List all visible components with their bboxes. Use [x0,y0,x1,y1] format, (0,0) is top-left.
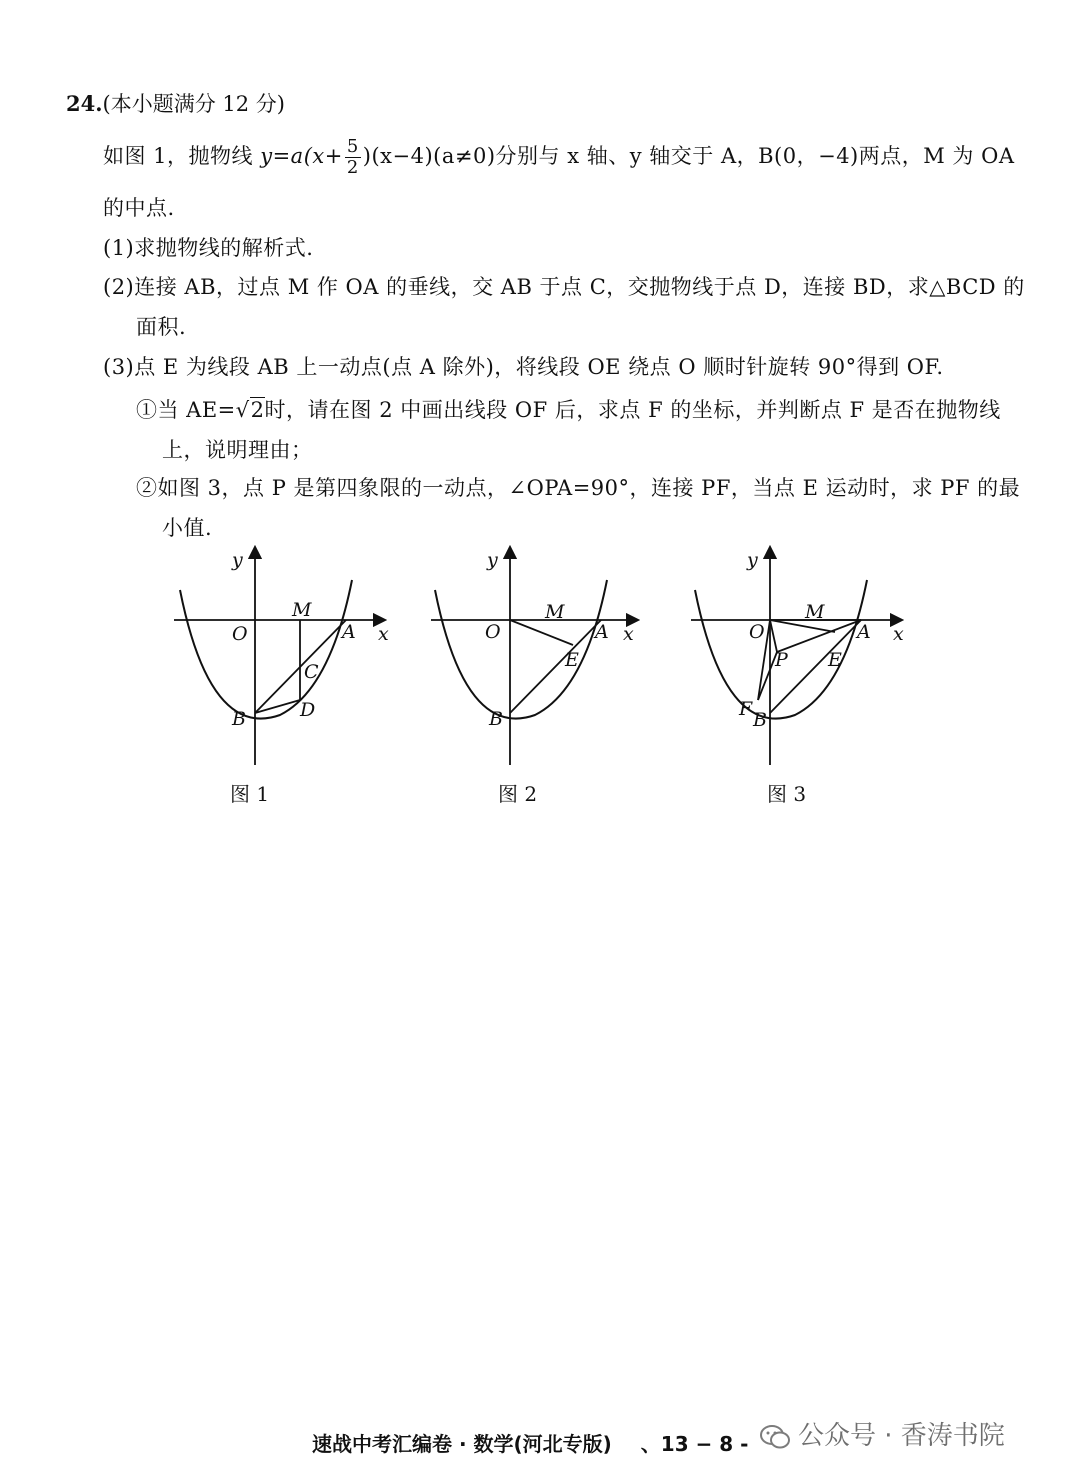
wechat-icon [760,1424,790,1450]
watermark [760,1415,1005,1452]
segment-oe [510,620,573,645]
label-m: M [545,601,565,623]
label-p: P [775,649,788,671]
figure-2-caption: 图 2 [498,782,538,806]
label-o: O [232,623,248,645]
part-1: (1)求抛物线的解析式. [103,236,314,260]
segment-op [770,620,777,652]
label-d: D [300,699,316,721]
label-a: A [857,621,871,643]
part-2-line-2: 面积. [136,315,187,339]
figure-3-graph [685,540,915,770]
label-a: A [342,621,356,643]
intro-line-2: 的中点. [103,196,175,220]
page-number: 、13 − 8 - [640,1432,749,1456]
label-y: y [232,549,243,571]
parabola [435,580,607,719]
label-o: O [749,621,765,643]
figure-1-graph [170,540,400,770]
label-b: B [489,708,503,730]
label-e: E [828,649,842,671]
figure-3 [685,540,915,770]
sub-2-line-1: ②如图 3，点 P 是第四象限的一动点，∠OPA=90°，连接 PF，当点 E 运动时，求 PF 的最 [136,476,1021,500]
label-m: M [292,599,312,621]
book-title: 速战中考汇编卷 · 数学(河北专版) [312,1432,612,1456]
figure-1 [170,540,400,770]
intro-line-1: 如图 1，抛物线 y=a(x+ $\frac{5}{2}$ )(x−4)(a≠0)分别与 x 轴、y 轴交于 A，B(0，−4)两点，M 为 OA [103,136,1015,178]
sub-1-line-2: 上，说明理由； [162,438,313,462]
label-x: x [378,623,389,645]
label-m: M [805,601,825,623]
figure-2-graph [425,540,655,770]
watermark-text: 公众号 · 香涛书院 [798,1421,1005,1451]
label-e: E [565,649,579,671]
figure-1-caption: 图 1 [230,782,270,806]
page-footer [312,1428,748,1457]
label-c: C [304,661,319,683]
label-x: x [623,623,634,645]
label-y: y [747,549,758,571]
part-2-line-1: (2)连接 AB，过点 M 作 OA 的垂线，交 AB 于点 C，交抛物线于点 D，连接 BD，求△BCD 的 [103,275,1025,299]
part-3: (3)点 E 为线段 AB 上一动点(点 A 除外)，将线段 OE 绕点 O 顺时针旋转 90°得到 OF. [103,355,944,379]
label-x: x [893,623,904,645]
question-header [66,88,285,118]
label-a: A [595,621,609,643]
question-number: 24. [66,91,103,116]
sub-2-line-2: 小值. [162,516,213,540]
fraction-5-2: $\frac{5}{2}$ [346,136,359,178]
label-o: O [485,621,501,643]
figure-2 [425,540,655,770]
sub-1-line-1: ①当 AE=√2时，请在图 2 中画出线段 OF 后，求点 F 的坐标，并判断点 F 是否在抛物线 [136,398,1001,422]
label-b: B [753,709,767,731]
parabola [180,580,352,719]
label-f: F [739,698,753,720]
question-score: (本小题满分 12 分) [102,92,286,116]
segment-oe [770,620,835,632]
figure-3-caption: 图 3 [767,782,807,806]
label-y: y [487,549,498,571]
label-b: B [232,708,246,730]
